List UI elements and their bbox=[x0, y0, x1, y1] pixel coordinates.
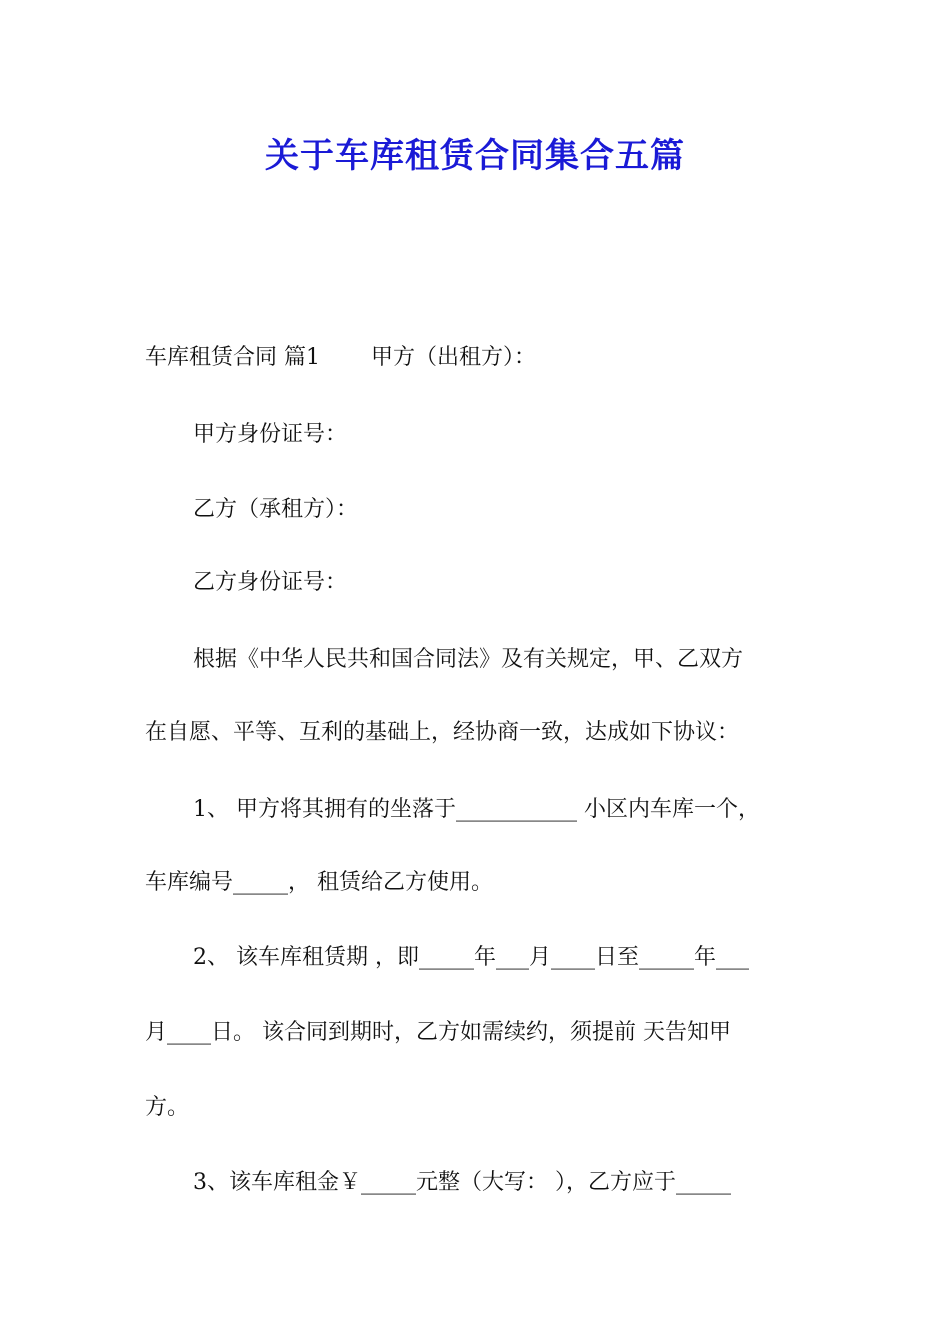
party-a-id-line: 甲方身份证号： bbox=[193, 422, 348, 447]
clause-2-line-3: 方。 bbox=[145, 1095, 190, 1120]
clause-3-line-1: 3、该车库租金￥_____元整（大写： ），乙方应于_____ bbox=[193, 1170, 731, 1195]
clause-1-line-1: 1、 甲方将其拥有的坐落于___________ 小区内车库一个， bbox=[193, 797, 760, 822]
preamble-line-1: 根据《中华人民共和国合同法》及有关规定，甲、乙双方 bbox=[193, 647, 744, 672]
preamble-line-2: 在自愿、平等、互利的基础上，经协商一致，达成如下协议： bbox=[145, 720, 740, 745]
clause-2-line-1: 2、 该车库租赁期 ，即_____年___月____日至_____年___ bbox=[193, 945, 749, 970]
clause-2-line-2: 月____日。 该合同到期时，乙方如需续约，须提前 天告知甲 bbox=[145, 1020, 731, 1045]
clause-1-line-2: 车库编号_____， 租赁给乙方使用。 bbox=[145, 870, 493, 895]
contract-heading-line: 车库租赁合同 篇1 甲方（出租方）： bbox=[145, 345, 536, 370]
party-b-id-line: 乙方身份证号： bbox=[193, 570, 348, 595]
party-b-line: 乙方（承租方）： bbox=[193, 497, 359, 522]
document-title: 关于车库租赁合同集合五篇 bbox=[265, 136, 685, 176]
